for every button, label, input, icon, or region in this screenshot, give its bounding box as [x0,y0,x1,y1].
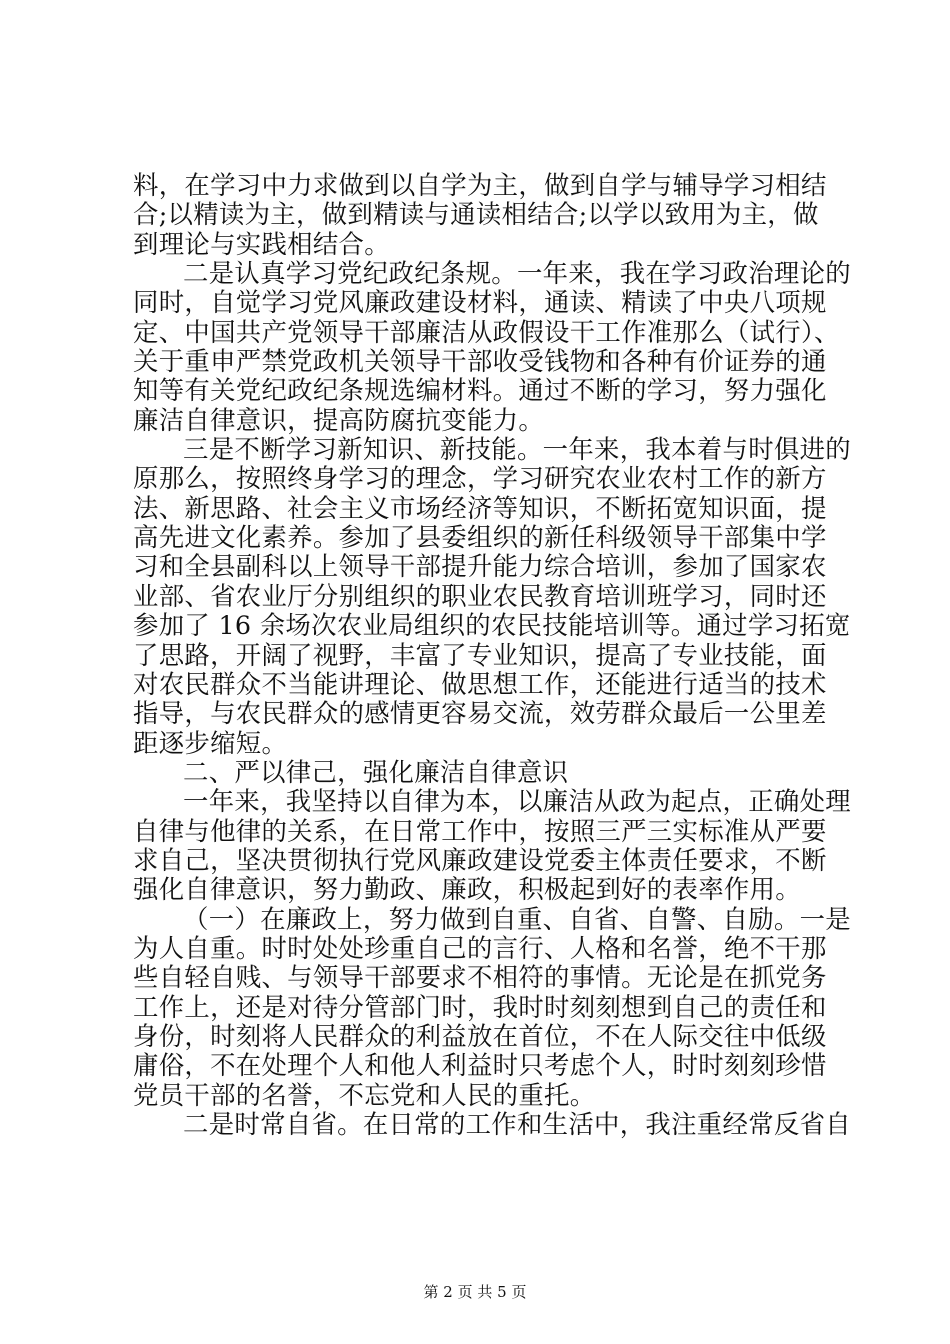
text-line: 强化自律意识，努力勤政、廉政，积极起到好的表率作用。 [133,874,801,905]
text-line: 二是认真学习党纪政纪条规。一年来，我在学习政治理论的 [183,258,851,289]
text-line: 自律与他律的关系，在日常工作中，按照三严三实标准从严要 [133,815,827,846]
text-line: 定、中国共产党领导干部廉洁从政假设干工作准那么（试行）、 [133,316,840,347]
text-line: 参加了 16 余场次农业局组织的农民技能培训等。通过学习拓宽 [133,610,851,641]
text-line: 身份，时刻将人民群众的利益放在首位，不在人际交往中低级 [133,1020,827,1051]
paragraph-p7 [133,1109,851,1139]
text-line: 知等有关党纪政纪条规选编材料。通过不断的学习，努力强化 [133,375,827,406]
text-line: 了思路，开阔了视野，丰富了专业知识，提高了专业技能，面 [133,639,827,670]
text-line: 三是不断学习新知识、新技能。一年来，我本着与时俱进的 [183,434,851,465]
paragraph-p6 [133,903,851,1110]
text-line: 距逐步缩短。 [133,727,288,758]
text-line: 为人自重。时时处处珍重自己的言行、人格和名誉，绝不干那 [133,932,827,963]
text-line: 对农民群众不当能讲理论、做思想工作，还能进行适当的技术 [133,668,827,699]
text-line: 二是时常自省。在日常的工作和生活中，我注重经常反省自 [183,1109,851,1139]
paragraph-p2 [133,258,851,435]
text-line: 求自己，坚决贯彻执行党风廉政建设党委主体责任要求，不断 [133,844,827,875]
text-line: 习和全县副科以上领导干部提升能力综合培训，参加了国家农 [133,551,827,582]
paragraph-p3 [133,434,851,758]
paragraph-p5 [133,786,851,905]
text-line: 合;以精读为主，做到精读与通读相结合;以学以致用为主，做 [133,199,819,230]
text-line: 指导，与农民群众的感情更容易交流，效劳群众最后一公里差 [133,698,827,729]
paragraph-p4 [133,758,837,787]
document-body [133,170,851,1139]
text-line: 一年来，我坚持以自律为本，以廉洁从政为起点，正确处理 [183,786,851,817]
text-line: 二、严以律己，强化廉洁自律意识 [183,756,569,787]
text-line: 同时，自觉学习党风廉政建设材料，通读、精读了中央八项规 [133,287,827,318]
page-footer [0,1281,950,1302]
text-line: 党员干部的名誉，不忘党和人民的重托。 [133,1079,596,1110]
text-line: 庸俗，不在处理个人和他人利益时只考虑个人，时时刻刻珍惜 [133,1050,827,1081]
text-line: 原那么，按照终身学习的理念，学习研究农业农村工作的新方 [133,463,827,494]
text-line: 廉洁自律意识，提高防腐抗变能力。 [133,404,545,435]
text-line: 到理论与实践相结合。 [133,228,390,259]
text-line: 料，在学习中力求做到以自学为主，做到自学与辅导学习相结 [133,170,827,200]
paragraph-p1 [133,171,837,259]
text-line: 法、新思路、社会主义市场经济等知识，不断拓宽知识面，提 [133,492,827,523]
text-line: 些自轻自贱、与领导干部要求不相符的事情。无论是在抓党务 [133,962,827,993]
text-line: 工作上，还是对待分管部门时，我时时刻刻想到自己的责任和 [133,991,827,1022]
text-line: 高先进文化素养。参加了县委组织的新任科级领导干部集中学 [133,522,827,553]
text-line: （一）在廉政上，努力做到自重、自省、自警、自励。一是 [183,903,851,934]
text-line: 业部、省农业厅分别组织的职业农民教育培训班学习，同时还 [133,580,827,611]
text-line: 关于重申严禁党政机关领导干部收受钱物和各种有价证券的通 [133,346,827,377]
page-indicator: 第 2 页 共 5 页 [423,1283,527,1301]
